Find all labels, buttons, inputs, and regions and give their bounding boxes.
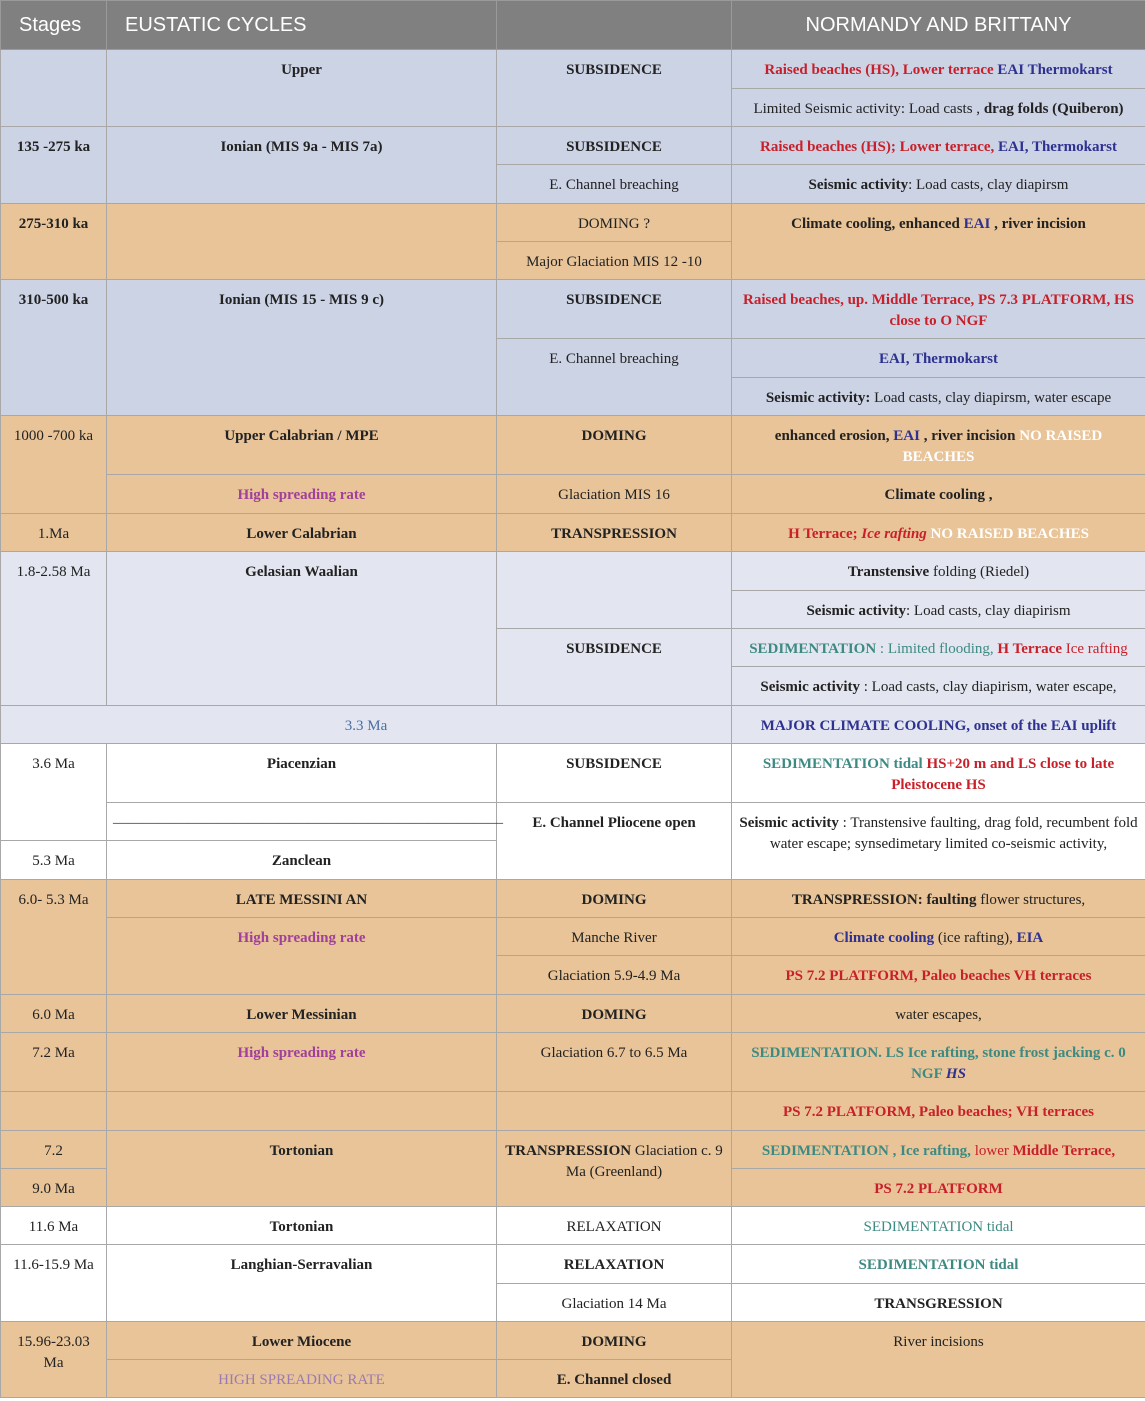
region-cell: Seismic activity: Load casts, clay diapirism [732,591,1145,629]
tectonic-cell: RELAXATION [497,1245,732,1284]
region-cell: Limited Seismic activity: Load casts , drag folds (Quiberon) [732,89,1145,127]
stage-cell: 1000 -700 ka [1,416,107,514]
eustatic-cell [107,1092,497,1131]
region-cell: Raised beaches, up. Middle Terrace, PS 7.3 PLATFORM, HS close to O NGF [732,280,1145,339]
stage-cell: 7.2 Ma [1,1033,107,1092]
tectonic-cell: Glaciation 5.9-4.9 Ma [497,956,732,995]
table-row [1,416,1145,475]
header-normandy-brittany: NORMANDY AND BRITTANY [732,1,1145,50]
eustatic-cell: Ionian (MIS 9a - MIS 7a) [107,127,497,204]
region-cell: PS 7.2 PLATFORM, Paleo beaches; VH terraces [732,1092,1145,1131]
stage-cell: 135 -275 ka [1,127,107,204]
table-row [1,1131,1145,1169]
eustatic-cell: Ionian (MIS 15 - MIS 9 c) [107,280,497,416]
stage-cell: 3.3 Ma [1,706,732,744]
table-row [1,1245,1145,1284]
region-cell: enhanced erosion, EAI , river incision NO RAISED BEACHES [732,416,1145,475]
tectonic-cell: DOMING [497,1322,732,1360]
stage-cell: 1.8-2.58 Ma [1,552,107,706]
table-row [1,1207,1145,1245]
tectonic-cell: E. Channel Pliocene open [497,803,732,880]
table-row [1,475,1145,514]
eustatic-cell: Langhian-Serravalian [107,1245,497,1322]
region-cell: SEDIMENTATION : Limited flooding, H Terrace Ice rafting [732,629,1145,667]
eustatic-cell [107,204,497,280]
stage-cell [1,1092,107,1131]
eustatic-cell: Lower Calabrian [107,514,497,552]
eustatic-cell: High spreading rate [107,1033,497,1092]
tectonic-cell: TRANSPRESSION [497,514,732,552]
table-row [1,744,1145,803]
region-cell: SEDIMENTATION tidal HS+20 m and LS close to late Pleistocene HS [732,744,1145,803]
stage-cell: 310-500 ka [1,280,107,416]
eustatic-cell: LATE MESSINI AN [107,880,497,918]
eustatic-cell: Piacenzian [107,744,497,803]
stage-cell: 11.6-15.9 Ma [1,1245,107,1322]
eustatic-cell: Upper Calabrian / MPE [107,416,497,475]
region-cell: TRANSPRESSION: faulting flower structures, [732,880,1145,918]
region-cell: Seismic activity : Transtensive faulting, drag fold, recumbent fold water escape; synsedimetary limited co-seismic activity, [732,803,1145,880]
table-row [1,803,1145,841]
region-cell: PS 7.2 PLATFORM, Paleo beaches VH terraces [732,956,1145,995]
tectonic-cell: DOMING [497,416,732,475]
stage-cell: 275-310 ka [1,204,107,280]
tectonic-cell: Glaciation 14 Ma [497,1284,732,1322]
stage-cell: 7.2 [1,1131,107,1169]
tectonic-cell: E. Channel breaching [497,339,732,416]
stage-cell: 1.Ma [1,514,107,552]
eustatic-cell: Gelasian Waalian [107,552,497,706]
tectonic-cell: Manche River [497,918,732,956]
tectonic-cell: DOMING [497,880,732,918]
tectonic-cell: SUBSIDENCE [497,629,732,706]
divider-cell: —————————————————————————— [107,803,497,841]
stage-cell: 5.3 Ma [1,841,107,880]
region-cell: SEDIMENTATION tidal [732,1207,1145,1245]
eustatic-cell: Lower Miocene [107,1322,497,1360]
region-cell: Raised beaches (HS); Lower terrace, EAI, Thermokarst [732,127,1145,165]
table-row [1,918,1145,956]
region-cell: H Terrace; Ice rafting NO RAISED BEACHES [732,514,1145,552]
tectonic-cell: SUBSIDENCE [497,50,732,127]
table-row [1,204,1145,242]
region-cell: PS 7.2 PLATFORM [732,1169,1145,1207]
region-cell: Raised beaches (HS), Lower terrace EAI Thermokarst [732,50,1145,89]
table-row [1,880,1145,918]
tectonic-cell: Major Glaciation MIS 12 -10 [497,242,732,280]
eustatic-cell: High spreading rate [107,475,497,514]
tectonic-cell: SUBSIDENCE [497,127,732,165]
tectonic-cell: SUBSIDENCE [497,280,732,339]
stage-cell: 9.0 Ma [1,1169,107,1207]
region-cell: Transtensive folding (Riedel) [732,552,1145,591]
header-stages: Stages [1,1,107,50]
region-cell: EAI, Thermokarst [732,339,1145,378]
table-row [1,280,1145,339]
tectonic-cell [497,552,732,629]
region-cell: water escapes, [732,995,1145,1033]
region-cell: SEDIMENTATION tidal [732,1245,1145,1284]
eustatic-cell: Zanclean [107,841,497,880]
eustatic-cell: Tortonian [107,1207,497,1245]
tectonic-cell: DOMING ? [497,204,732,242]
region-cell: SEDIMENTATION. LS Ice rafting, stone frost jacking c. 0 NGF HS [732,1033,1145,1092]
stage-cell: 15.96-23.03 Ma [1,1322,107,1398]
tectonic-cell: DOMING [497,995,732,1033]
region-cell: Seismic activity: Load casts, clay diapirsm [732,165,1145,204]
eustatic-cell: Tortonian [107,1131,497,1207]
table-row [1,127,1145,165]
region-cell: Seismic activity : Load casts, clay diapirism, water escape, [732,667,1145,706]
region-cell: River incisions [732,1322,1145,1398]
stage-cell [1,50,107,127]
table-row [1,50,1145,89]
table-row [1,1033,1145,1092]
header-row [1,1,1145,50]
stage-cell: 3.6 Ma [1,744,107,841]
region-cell: SEDIMENTATION , Ice rafting, lower Middle Terrace, [732,1131,1145,1169]
stage-cell: 11.6 Ma [1,1207,107,1245]
eustatic-cell: High spreading rate [107,918,497,995]
table-row [1,514,1145,552]
header-empty [497,1,732,50]
header-eustatic-cycles: EUSTATIC CYCLES [107,1,497,50]
stage-cell: 6.0 Ma [1,995,107,1033]
region-cell: Climate cooling (ice rafting), EIA [732,918,1145,956]
region-cell: Climate cooling, enhanced EAI , river incision [732,204,1145,280]
table-row [1,706,1145,744]
stage-cell: 6.0- 5.3 Ma [1,880,107,995]
tectonic-cell: RELAXATION [497,1207,732,1245]
eustatic-cell: HIGH SPREADING RATE [107,1360,497,1398]
region-cell: Climate cooling , [732,475,1145,514]
tectonic-cell: TRANSPRESSION Glaciation c. 9 Ma (Greenland) [497,1131,732,1207]
table-row [1,552,1145,591]
eustatic-cell: Upper [107,50,497,127]
table-row [1,1092,1145,1131]
region-cell: Seismic activity: Load casts, clay diapirsm, water escape [732,378,1145,416]
region-cell: MAJOR CLIMATE COOLING, onset of the EAI uplift [732,706,1145,744]
tectonic-cell [497,1092,732,1131]
eustatic-cell: Lower Messinian [107,995,497,1033]
tectonic-cell: E. Channel breaching [497,165,732,204]
tectonic-cell: Glaciation 6.7 to 6.5 Ma [497,1033,732,1092]
tectonic-cell: Glaciation MIS 16 [497,475,732,514]
tectonic-cell: SUBSIDENCE [497,744,732,803]
table-row [1,1322,1145,1360]
tectonic-cell: E. Channel closed [497,1360,732,1398]
region-cell: TRANSGRESSION [732,1284,1145,1322]
table-row [1,995,1145,1033]
